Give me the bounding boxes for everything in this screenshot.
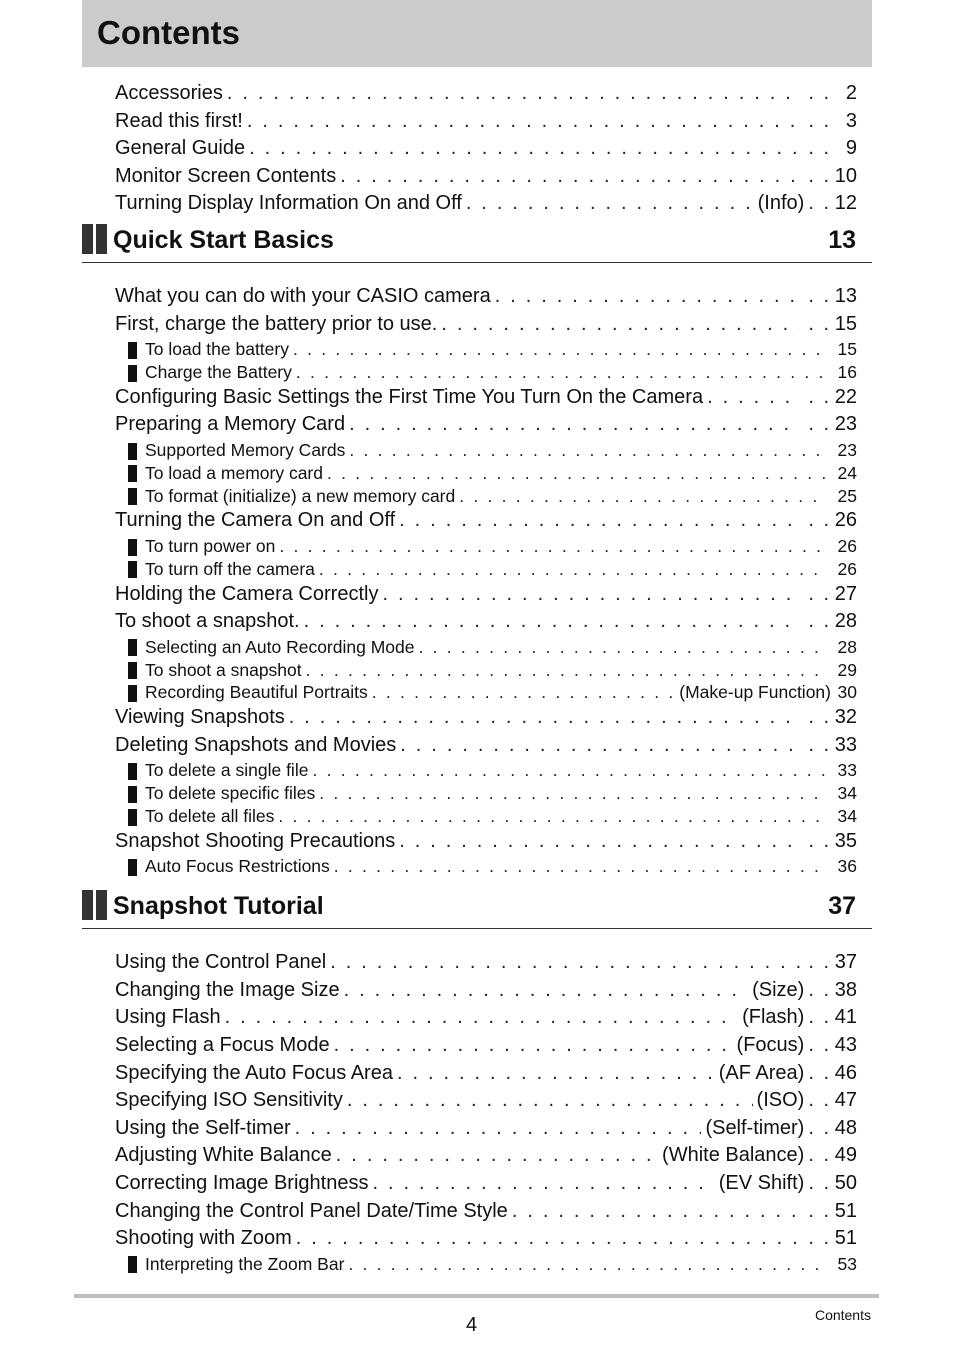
dot-leader-tail: . . <box>808 1116 831 1139</box>
toc-entry[interactable] <box>115 1034 857 1060</box>
toc-entry-label: Viewing Snapshots <box>115 706 285 729</box>
toc-entry-label: Snapshot Shooting Precautions <box>115 829 396 852</box>
toc-entry-label: Preparing a Memory Card <box>115 413 346 436</box>
dot-leader <box>327 463 827 484</box>
toc-entry-label: To turn off the camera <box>145 558 315 579</box>
toc-entry-label: Accessories <box>115 82 223 104</box>
toc-entry-page: 48 <box>834 1116 857 1139</box>
toc-entry-label: To turn power on <box>145 536 276 556</box>
bullet-icon <box>128 443 137 460</box>
dot-leader <box>347 1089 753 1112</box>
toc-subentry[interactable] <box>128 440 857 462</box>
toc-entry-label: To shoot a snapshot <box>145 659 302 680</box>
section-heading[interactable] <box>82 888 872 929</box>
toc-entry[interactable] <box>115 82 857 108</box>
toc-entry[interactable] <box>115 1089 857 1115</box>
toc-entry[interactable] <box>115 734 857 760</box>
bullet-icon <box>128 662 137 679</box>
bullet-icon <box>128 561 137 578</box>
toc-entry-label: Deleting Snapshots and Movies <box>115 733 397 756</box>
toc-subentry[interactable] <box>128 856 857 878</box>
toc-entry-page: 28 <box>834 610 857 633</box>
toc-entry[interactable] <box>115 1006 857 1032</box>
toc-entry-label: Using the Self-timer <box>115 1116 291 1139</box>
section-marker-icon <box>82 224 110 259</box>
dot-leader <box>225 1006 738 1029</box>
dot-leader-tail: . . <box>808 978 831 1001</box>
toc-entry[interactable] <box>115 1200 857 1226</box>
dot-leader-tail: . . <box>808 829 831 852</box>
toc-entry-page: 16 <box>837 362 857 382</box>
toc-subentry[interactable] <box>128 559 857 581</box>
bullet-icon <box>128 763 137 780</box>
dot-leader-tail: . . <box>808 610 831 633</box>
toc-entry-label: Auto Focus Restrictions <box>145 856 330 877</box>
toc-entry-page: 27 <box>834 582 857 605</box>
dot-leader <box>319 559 827 580</box>
bullet-icon <box>128 342 137 359</box>
toc-entry-label: Monitor Screen Contents <box>115 164 337 187</box>
toc-entry-label: Recording Beautiful Portraits <box>145 682 368 703</box>
toc-entry[interactable] <box>115 1117 857 1143</box>
footer-page-number: 4 <box>466 1314 478 1336</box>
toc-entry-page: 24 <box>837 462 857 483</box>
page-title: Contents <box>97 14 240 51</box>
toc-entry-label: Turning Display Information On and Off <box>115 192 462 215</box>
toc-entry[interactable] <box>115 413 857 439</box>
dot-leader-tail: . . <box>808 164 831 187</box>
toc-entry[interactable] <box>115 979 857 1005</box>
toc-entry-page: 2 <box>845 82 857 104</box>
toc-entry-label: To delete specific files <box>145 783 316 804</box>
dot-leader <box>400 734 800 757</box>
toc-entry-label: Read this first! <box>115 109 243 132</box>
bullet-icon <box>128 685 137 702</box>
toc-entry-label: Configuring Basic Settings the First Time You Turn On the Camera <box>115 385 704 408</box>
toc-entry-page: 36 <box>837 856 857 877</box>
bullet-icon <box>128 639 137 656</box>
toc-entry-label: Charge the Battery <box>145 362 292 382</box>
toc-entry[interactable] <box>115 1227 857 1253</box>
bullet-icon <box>128 786 137 803</box>
dot-leader-tail: . . <box>808 951 831 974</box>
toc-entry-page: 33 <box>837 760 857 781</box>
dot-leader <box>319 783 827 804</box>
dot-leader-tail: . . <box>808 1199 831 1222</box>
dot-leader-tail: . . <box>808 82 831 104</box>
toc-entry-page: 34 <box>837 783 857 804</box>
dot-leader-tail: . . <box>808 1144 831 1167</box>
toc-entry-page: 30 <box>837 682 857 703</box>
toc-entry-page: 37 <box>834 951 857 974</box>
dot-leader <box>340 165 800 188</box>
toc-entry-label: To delete a single file <box>145 760 309 781</box>
dot-leader <box>334 1034 733 1057</box>
toc-entry-label: Changing the Control Panel Date/Time Style <box>115 1199 508 1222</box>
footer-divider <box>74 1294 879 1298</box>
toc-entry-label: To load a memory card <box>145 462 323 483</box>
toc-subentry[interactable] <box>128 486 857 508</box>
toc-entry-label: To shoot a snapshot. <box>115 610 300 633</box>
dot-leader <box>330 951 800 974</box>
toc-entry-page: 15 <box>837 339 857 360</box>
dot-leader-tail: . . <box>808 1089 831 1112</box>
toc-entry-page: 34 <box>837 806 857 826</box>
dot-leader <box>382 583 800 606</box>
toc-entry-page: 51 <box>834 1227 857 1250</box>
title-bar <box>82 0 872 67</box>
bullet-icon <box>128 365 137 382</box>
dot-leader <box>441 313 800 336</box>
dot-leader <box>249 137 800 160</box>
toc-entry-label: Supported Memory Cards <box>145 440 346 460</box>
toc-entry-label: To delete all files <box>145 806 275 826</box>
dot-leader <box>312 760 827 781</box>
toc-entry-note: (White Balance) <box>662 1144 805 1167</box>
toc-entry-page: 22 <box>834 385 857 408</box>
dot-leader <box>336 1144 658 1167</box>
toc-entry-label: Adjusting White Balance <box>115 1144 332 1167</box>
toc-entry-label: Using Flash <box>115 1006 221 1029</box>
toc-entry-page: 29 <box>837 659 857 680</box>
toc-subentry[interactable] <box>128 637 857 659</box>
toc-entry[interactable] <box>115 165 857 191</box>
toc-entry-label: Specifying the Auto Focus Area <box>115 1061 393 1084</box>
toc-entry-page: 12 <box>834 192 857 215</box>
section-marker-icon <box>82 890 110 925</box>
toc-subentry[interactable] <box>128 362 857 384</box>
toc-entry[interactable] <box>115 313 857 339</box>
toc-entry-label: Interpreting the Zoom Bar <box>145 1253 345 1274</box>
toc-entry-note: (EV Shift) <box>718 1172 805 1194</box>
bullet-icon <box>128 859 137 876</box>
toc-entry[interactable] <box>115 110 857 136</box>
toc-entry-note: (Size) <box>752 978 805 1001</box>
dot-leader <box>512 1200 801 1223</box>
toc-entry-label: To load the battery <box>145 339 289 360</box>
dot-leader <box>349 413 800 436</box>
toc-subentry[interactable] <box>128 339 857 361</box>
dot-leader-tail: . . <box>808 1172 831 1194</box>
toc-entry-label: Changing the Image Size <box>115 978 340 1001</box>
toc-entry-label: Holding the Camera Correctly <box>115 582 379 605</box>
toc-entry[interactable] <box>115 1172 857 1198</box>
toc-entry[interactable] <box>115 285 857 311</box>
dot-leader <box>372 682 676 703</box>
toc-entry-page: 9 <box>845 137 857 160</box>
toc-entry[interactable] <box>115 706 857 732</box>
dot-leader <box>495 285 801 308</box>
dot-leader-tail: . . <box>808 509 831 532</box>
section-page: 13 <box>828 226 856 254</box>
toc-entry[interactable] <box>115 830 857 856</box>
dot-leader <box>279 536 827 557</box>
dot-leader-tail: . . <box>808 385 831 408</box>
dot-leader <box>399 509 800 532</box>
toc-entry-page: 46 <box>834 1061 857 1084</box>
section-heading[interactable] <box>82 222 872 263</box>
toc-entry-note: (Info) <box>757 192 805 215</box>
dot-leader-tail: . . <box>808 582 831 605</box>
dot-leader <box>707 386 800 409</box>
dot-leader <box>247 110 801 133</box>
bullet-icon <box>128 1256 137 1273</box>
toc-entry-label: First, charge the battery prior to use. <box>115 312 438 335</box>
dot-leader-tail: . . <box>808 1227 831 1250</box>
dot-leader-tail: . . <box>808 413 831 436</box>
bullet-icon <box>128 809 137 826</box>
dot-leader-tail: . . <box>808 1034 831 1056</box>
toc-subentry[interactable] <box>128 660 857 682</box>
bullet-icon <box>128 465 137 482</box>
toc-entry-page: 15 <box>834 312 857 335</box>
dot-leader <box>289 706 801 729</box>
footer-label: Contents <box>814 1307 871 1323</box>
dot-leader-tail: . . <box>808 285 831 307</box>
toc-subentry[interactable] <box>128 463 857 485</box>
bullet-icon <box>128 539 137 556</box>
toc-subentry[interactable] <box>128 806 857 828</box>
toc-entry-note: (ISO) <box>756 1089 805 1112</box>
toc-entry-page: 32 <box>834 706 857 729</box>
toc-entry[interactable] <box>115 192 857 218</box>
toc-entry-page: 38 <box>834 978 857 1001</box>
dot-leader-tail: . . <box>808 733 831 756</box>
toc-entry-label: Shooting with Zoom <box>115 1227 292 1250</box>
toc-entry-page: 49 <box>834 1144 857 1167</box>
toc-entry-label: Using the Control Panel <box>115 951 327 974</box>
toc-subentry[interactable] <box>128 682 857 704</box>
toc-subentry[interactable] <box>128 760 857 782</box>
dot-leader <box>418 637 827 658</box>
dot-leader-tail: . . <box>808 192 831 215</box>
toc-entry-page: 23 <box>834 413 857 436</box>
toc-entry-page: 33 <box>834 733 857 756</box>
toc-entry-page: 23 <box>837 440 857 460</box>
section-title: Quick Start Basics <box>113 226 334 254</box>
section-page: 37 <box>828 892 856 921</box>
toc-entry-page: 51 <box>834 1199 857 1222</box>
toc-entry[interactable] <box>115 1062 857 1088</box>
bullet-icon <box>128 488 137 505</box>
dot-leader <box>397 1062 715 1085</box>
toc-entry[interactable] <box>115 137 857 163</box>
toc-entry-note: (Flash) <box>742 1006 805 1029</box>
toc-entry-label: Correcting Image Brightness <box>115 1172 369 1194</box>
dot-leader <box>344 979 749 1002</box>
toc-entry-label: General Guide <box>115 137 246 160</box>
dot-leader <box>459 486 827 507</box>
toc-entry-page: 50 <box>834 1172 857 1194</box>
toc-entry[interactable] <box>115 610 857 636</box>
toc-entry-page: 10 <box>834 164 857 187</box>
dot-leader <box>296 1227 801 1250</box>
dot-leader <box>349 440 827 461</box>
dot-leader-tail: . . <box>808 706 831 729</box>
dot-leader-tail: . . <box>808 137 831 160</box>
toc-entry-page: 13 <box>834 285 857 307</box>
dot-leader-tail: . . <box>808 312 831 335</box>
toc-entry[interactable] <box>115 583 857 609</box>
dot-leader <box>399 830 800 853</box>
toc-entry-page: 35 <box>834 829 857 852</box>
dot-leader <box>278 806 827 827</box>
toc-entry-page: 53 <box>837 1253 857 1274</box>
toc-entry-page: 3 <box>845 109 857 132</box>
toc-entry[interactable] <box>115 1144 857 1170</box>
dot-leader <box>296 362 827 383</box>
dot-leader <box>304 610 801 633</box>
dot-leader <box>293 339 827 360</box>
toc-entry[interactable] <box>115 509 857 535</box>
toc-entry-label: What you can do with your CASIO camera <box>115 285 491 307</box>
section-title: Snapshot Tutorial <box>113 892 324 921</box>
toc-entry-label: Turning the Camera On and Off <box>115 509 396 532</box>
toc-entry-page: 26 <box>837 558 857 579</box>
dot-leader-tail: . . <box>808 1061 831 1084</box>
dot-leader <box>306 660 827 681</box>
dot-leader <box>227 82 801 105</box>
toc-entry-page: 28 <box>837 636 857 657</box>
toc-entry-note: (Make-up Function) <box>679 682 831 703</box>
toc-entry-page: 41 <box>834 1006 857 1029</box>
dot-leader <box>466 192 754 215</box>
toc-entry-label: Specifying ISO Sensitivity <box>115 1089 343 1112</box>
dot-leader <box>334 856 827 877</box>
toc-entry-page: 47 <box>834 1089 857 1112</box>
toc-entry-label: Selecting an Auto Recording Mode <box>145 636 415 657</box>
toc-entry-page: 26 <box>837 536 857 556</box>
toc-entry-label: Selecting a Focus Mode <box>115 1034 330 1056</box>
toc-entry-page: 25 <box>837 485 857 506</box>
dot-leader <box>348 1254 827 1275</box>
toc-entry-note: (Self-timer) <box>705 1116 805 1139</box>
toc-entry[interactable] <box>115 951 857 977</box>
toc-entry-page: 26 <box>834 509 857 532</box>
dot-leader <box>372 1172 714 1195</box>
dot-leader-tail: . . <box>808 109 831 132</box>
toc-entry-note: (Focus) <box>736 1034 805 1056</box>
toc-subentry[interactable] <box>128 783 857 805</box>
toc-subentry[interactable] <box>128 536 857 558</box>
dot-leader-tail: . . <box>808 1006 831 1029</box>
dot-leader <box>295 1117 702 1140</box>
toc-entry[interactable] <box>115 386 857 412</box>
toc-entry-note: (AF Area) <box>718 1061 805 1084</box>
toc-entry-page: 43 <box>834 1034 857 1056</box>
toc-entry-label: To format (initialize) a new memory card <box>145 485 456 506</box>
toc-subentry[interactable] <box>128 1254 857 1276</box>
